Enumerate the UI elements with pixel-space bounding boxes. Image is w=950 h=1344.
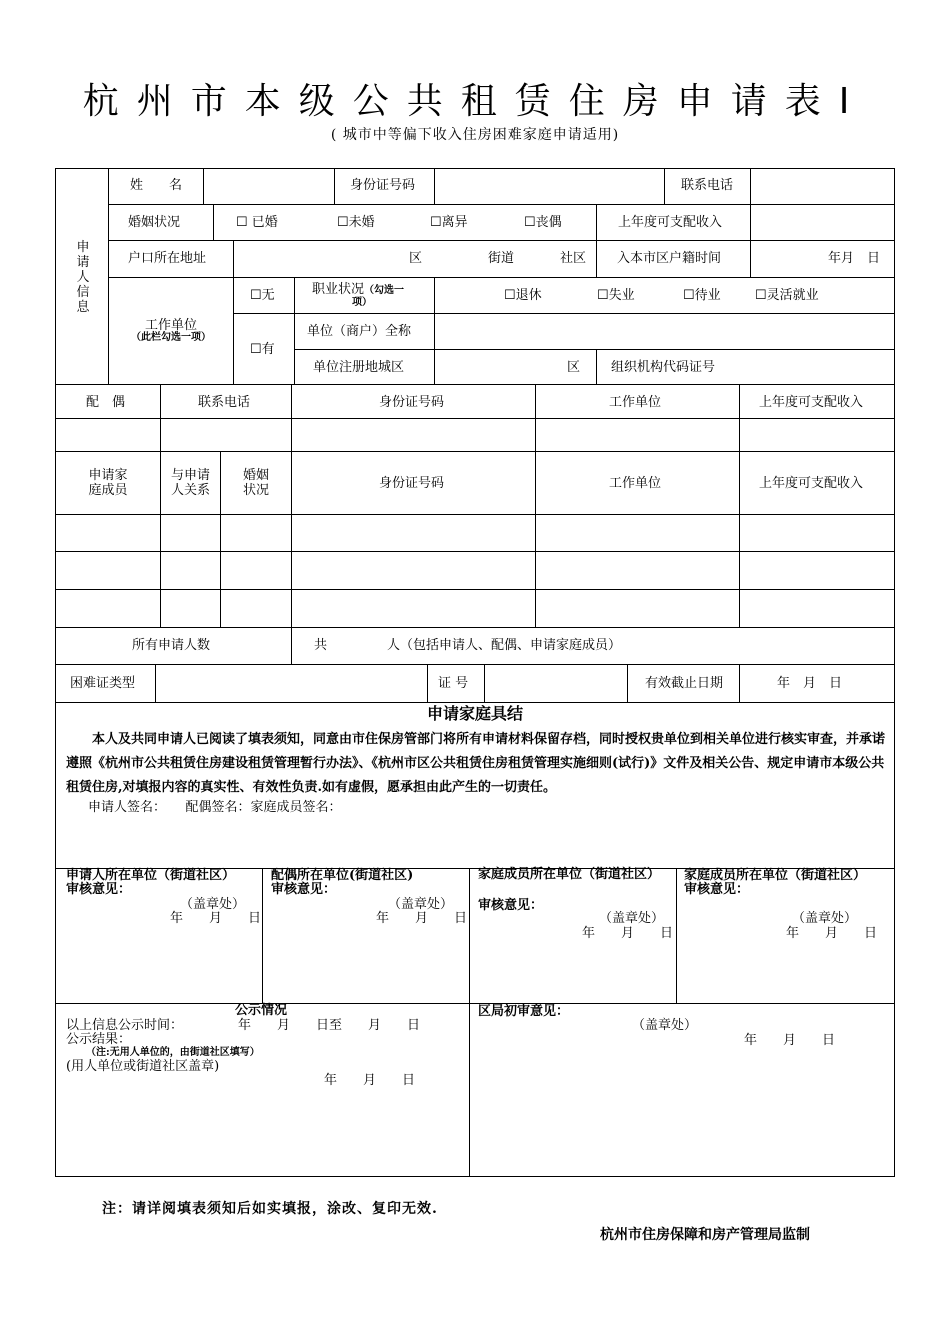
district-review-label: 区局初审意见： [478, 1004, 570, 1019]
community-suffix: 社区 [560, 251, 587, 266]
work-unit-note: （此栏勾选一项） [131, 332, 211, 343]
income-field[interactable] [752, 206, 893, 239]
marital-option-married[interactable]: ☐ 已婚 [236, 215, 278, 230]
applicant-count-prefix: 共 [314, 638, 328, 653]
family-unit-review-title-a: 家庭成员所在单位（街道社区） [478, 867, 661, 882]
family-unit-seal-b: （盖章处） [792, 911, 858, 926]
district-review-date: 年 月 日 [744, 1033, 836, 1048]
cert-number-label: 证 号 [438, 676, 469, 691]
family-member-header: 申请家 庭成员 [88, 468, 128, 498]
cert-number-field[interactable] [486, 666, 626, 701]
applicant-unit-date: 年 月 日 [170, 911, 262, 926]
spouse-label: 配 偶 [86, 395, 126, 410]
unit-district-label: 单位注册地城区 [313, 360, 405, 375]
applicant-unit-seal: （盖章处） [180, 897, 246, 912]
spouse-id-header: 身份证号码 [379, 395, 445, 410]
occupation-label-text: 职业状况 [312, 282, 365, 297]
occupation-option-flexible[interactable]: ☐灵活就业 [755, 288, 819, 303]
signature-line[interactable]: 申请人签名： 配偶签名：家庭成员签名： [88, 800, 342, 815]
family-work-header: 工作单位 [609, 476, 662, 491]
family-unit-date-a: 年 月 日 [582, 926, 674, 941]
household-time-label: 入本市区户籍时间 [617, 251, 722, 266]
work-unit-label: 工作单位 [144, 318, 197, 333]
family-income-header: 上年度可支配收入 [759, 476, 864, 491]
marital-option-divorced[interactable]: ☐离异 [430, 215, 468, 230]
expiry-date-value[interactable]: 年 月 日 [777, 676, 843, 691]
id-number-field[interactable] [436, 170, 663, 203]
household-time-date[interactable]: 年月 日 [828, 251, 881, 266]
id-number-label: 身份证号码 [350, 178, 416, 193]
marital-option-widowed[interactable]: ☐丧偶 [524, 215, 562, 230]
phone-field[interactable] [752, 170, 893, 203]
footer-note: 注：请详阅填表须知后如实填报，涂改、复印无效. [102, 1201, 438, 1217]
family-unit-opinion-label-a: 审核意见： [478, 898, 544, 913]
spouse-unit-date: 年 月 日 [376, 911, 468, 926]
publicity-time-label: 以上信息公示时间： [66, 1018, 184, 1033]
family-unit-opinion-label-b: 审核意见： [684, 882, 750, 897]
occupation-note: （勾选一 [364, 285, 405, 296]
income-label: 上年度可支配收入 [618, 215, 723, 230]
occupation-option-retired[interactable]: ☐退休 [504, 288, 542, 303]
family-relation-header: 与申请 人关系 [170, 468, 210, 498]
occupation-status-label [312, 282, 404, 298]
publicity-title: 公示情况 [235, 1003, 288, 1018]
spouse-phone-header: 联系电话 [198, 395, 251, 410]
issuing-authority: 杭州市住房保障和房产管理局监制 [600, 1227, 810, 1243]
unit-district-suffix: 区 [567, 360, 581, 375]
unit-fullname-field[interactable] [436, 315, 893, 348]
spouse-unit-seal: （盖章处） [388, 897, 454, 912]
org-code-field[interactable] [740, 351, 893, 383]
marital-option-single[interactable]: ☐未婚 [337, 215, 375, 230]
family-marital-header: 婚姻 状况 [242, 468, 269, 498]
name-label: 姓 名 [130, 178, 183, 193]
family-unit-review-title-b: 家庭成员所在单位（街道社区） [684, 868, 867, 883]
occupation-option-unemployed[interactable]: ☐失业 [597, 288, 635, 303]
family-unit-seal-a: （盖章处） [599, 911, 665, 926]
family-id-header: 身份证号码 [379, 476, 445, 491]
district-suffix: 区 [409, 251, 423, 266]
spouse-work-header: 工作单位 [609, 395, 662, 410]
applicant-section-label: 申请人信息 [76, 240, 90, 315]
applicant-unit-opinion-label: 审核意见： [66, 882, 132, 897]
occupation-option-awaiting[interactable]: ☐待业 [683, 288, 721, 303]
hardship-type-label: 困难证类型 [70, 676, 136, 691]
page-subtitle: ( 城市中等偏下收入住房困难家庭申请适用) [330, 127, 620, 143]
applicant-unit-review-title: 申请人所在单位（街道社区） [66, 868, 236, 883]
hardship-type-field[interactable] [157, 666, 426, 701]
work-unit-has-option[interactable]: ☐有 [250, 342, 275, 357]
publicity-note: （注:无用人单位的，由街道社区填写） [86, 1047, 260, 1058]
street-suffix: 街道 [488, 251, 515, 266]
applicant-count-suffix: 人（包括申请人、配偶、申请家庭成员） [387, 638, 622, 653]
phone-label: 联系电话 [681, 178, 734, 193]
work-unit-none-option[interactable]: ☐无 [250, 288, 275, 303]
marital-status-label: 婚姻状况 [128, 215, 181, 230]
occupation-note-tail: 项） [352, 297, 372, 308]
publicity-result-label: 公示结果： [66, 1032, 132, 1047]
family-unit-date-b: 年 月 日 [786, 926, 878, 941]
org-code-label: 组织机构代码证号 [611, 360, 716, 375]
unit-fullname-label: 单位（商户）全称 [307, 324, 412, 339]
district-review-seal: （盖章处） [632, 1018, 698, 1033]
name-field[interactable] [205, 170, 333, 203]
applicant-count-label: 所有申请人数 [132, 638, 211, 653]
spouse-unit-review-title: 配偶所在单位(街道社区) [271, 868, 414, 883]
household-address-label: 户口所在地址 [128, 251, 207, 266]
pledge-title: 申请家庭具结 [426, 704, 523, 723]
page-title: 杭州市本级公共租赁住房申请表Ⅰ [82, 81, 868, 122]
expiry-date-label: 有效截止日期 [645, 676, 724, 691]
publicity-stamp-note: (用人单位或街道社区盖章) [66, 1059, 220, 1074]
pledge-paragraph: 本人及共同申请人已阅读了填表须知，同意由市住保房管部门将所有申请材料保留存档，同时授权贵单位到相关单位进行核实审查，并承诺遵照《杭州市公共租赁住房建设租赁管理暂行办法》、《杭州市区公共租赁住房租赁管理实施细则(试行)》文件及相关公告、规定申请市本级公共租赁住房,对填报内容的真实性、有效性负责.如有虚假，愿承担由此产生的一切责任。 [66, 732, 886, 795]
publicity-date: 年 月 日 [324, 1073, 416, 1088]
publicity-time-range[interactable]: 年 月 日至 月 日 [238, 1018, 421, 1033]
spouse-unit-opinion-label: 审核意见： [271, 882, 337, 897]
spouse-income-header: 上年度可支配收入 [759, 395, 864, 410]
